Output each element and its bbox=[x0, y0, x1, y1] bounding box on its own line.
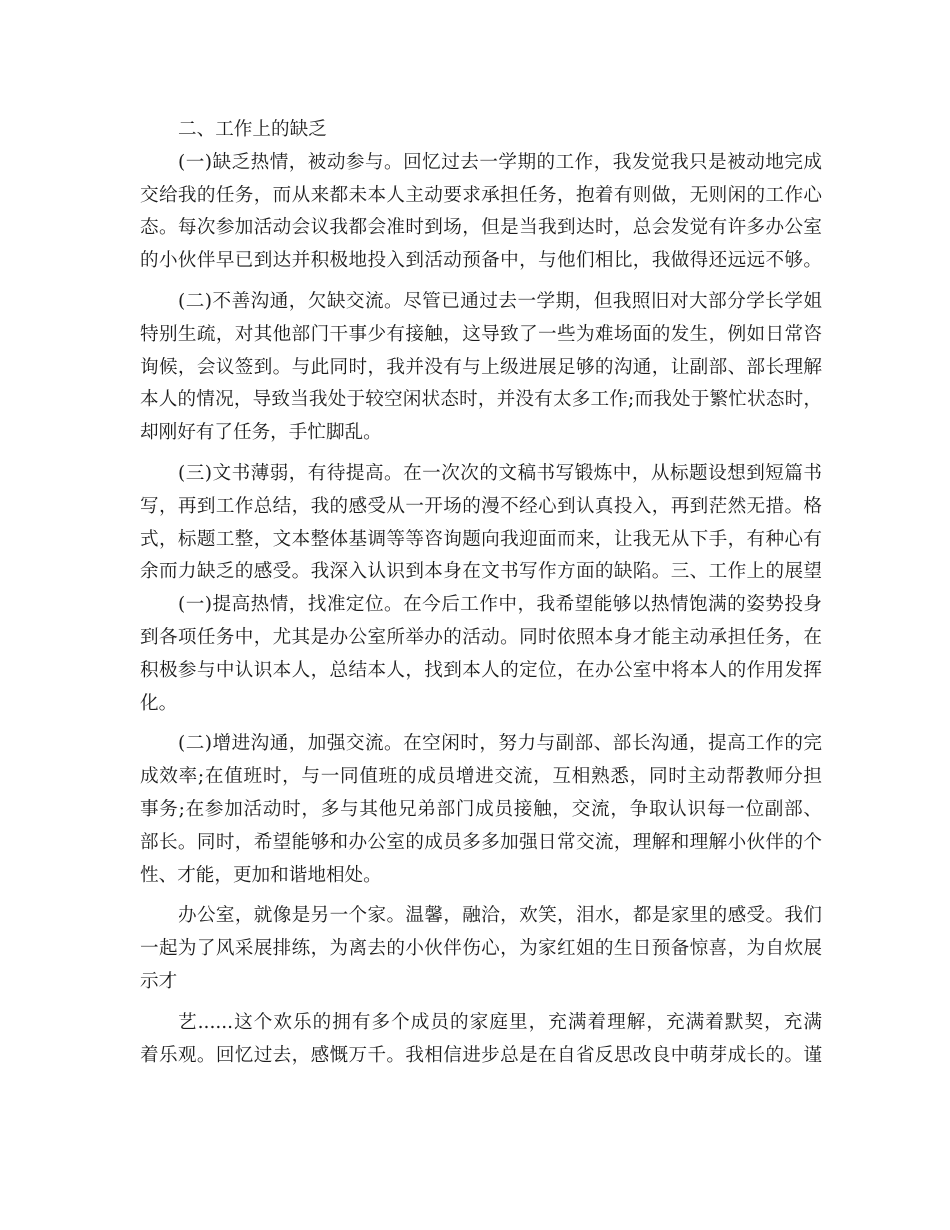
text-line: 式，标题工整，文本整体基调等等咨询题向我迎面而来，让我无从下手，有种心有 bbox=[140, 528, 822, 550]
text-line: 态。每次参加活动会议我都会准时到场，但是当我到达时，总会发觉有许多办公室 bbox=[140, 217, 822, 239]
text-line: 事务;在参加活动时，多与其他兄弟部门成员接触，交流，争取认识每一位副部、 bbox=[140, 798, 822, 820]
text-line: 的小伙伴早已到达并积极地投入到活动预备中，与他们相比，我做得还远远不够。 bbox=[140, 250, 822, 272]
text-line: 写，再到工作总结，我的感受从一开场的漫不经心到认真投入，再到茫然无措。格 bbox=[140, 495, 822, 517]
text-line: 本人的情况，导致当我处于较空闲状态时，并没有太多工作;而我处于繁忙状态时， bbox=[140, 389, 822, 411]
text-line: 到各项任务中，尤其是办公室所举办的活动。同时依照本身才能主动承担任务，在 bbox=[140, 626, 822, 648]
text-line: 交给我的任务，而从来都未本人主动要求承担任务，抱着有则做，无则闲的工作心 bbox=[140, 184, 822, 206]
text-line: 着乐观。回忆过去，感慨万千。我相信进步总是在自省反思改良中萌芽成长的。谨 bbox=[140, 1044, 822, 1066]
text-line: 性、才能，更加和谐地相处。 bbox=[140, 864, 382, 886]
text-line: 部长。同时，希望能够和办公室的成员多多加强日常交流，理解和理解小伙伴的个 bbox=[140, 831, 822, 853]
text-line: 却刚好有了任务，手忙脚乱。 bbox=[140, 422, 382, 444]
text-line: (三)文书薄弱，有待提高。在一次次的文稿书写锻炼中，从标题设想到短篇书 bbox=[178, 462, 822, 484]
text-line: (二)不善沟通，欠缺交流。尽管已通过去一学期，但我照旧对大部分学长学姐 bbox=[178, 290, 822, 312]
text-line: (一)缺乏热情，被动参与。回忆过去一学期的工作，我发觉我只是被动地完成 bbox=[178, 151, 822, 173]
text-line: 询候，会议签到。与此同时，我并没有与上级进展足够的沟通，让副部、部长理解 bbox=[140, 356, 822, 378]
text-line: 艺......这个欢乐的拥有多个成员的家庭里，充满着理解，充满着默契，充满 bbox=[178, 1011, 822, 1033]
text-line: (二)增进沟通，加强交流。在空闲时，努力与副部、部长沟通，提高工作的完 bbox=[178, 733, 822, 755]
text-line: 二、工作上的缺乏 bbox=[178, 119, 327, 140]
text-line: 成效率;在值班时，与一同值班的成员增进交流，互相熟悉，同时主动帮教师分担 bbox=[140, 766, 822, 788]
text-line: 积极参与中认识本人，总结本人，找到本人的定位，在办公室中将本人的作用发挥 bbox=[140, 659, 822, 681]
text-line: 化。 bbox=[140, 692, 178, 714]
text-line: (一)提高热情，找准定位。在今后工作中，我希望能够以热情饱满的姿势投身 bbox=[178, 594, 822, 616]
text-line: 示才 bbox=[140, 970, 178, 992]
text-line: 办公室，就像是另一个家。温馨，融洽，欢笑，泪水，都是家里的感受。我们 bbox=[178, 905, 822, 927]
text-line: 特别生疏，对其他部门干事少有接触，这导致了一些为难场面的发生，例如日常咨 bbox=[140, 323, 822, 345]
text-line: 余而力缺乏的感受。我深入认识到本身在文书写作方面的缺陷。三、工作上的展望 bbox=[140, 561, 822, 583]
text-line: 一起为了风采展排练，为离去的小伙伴伤心，为家红姐的生日预备惊喜，为自炊展 bbox=[140, 938, 822, 960]
document-body bbox=[140, 114, 822, 1072]
